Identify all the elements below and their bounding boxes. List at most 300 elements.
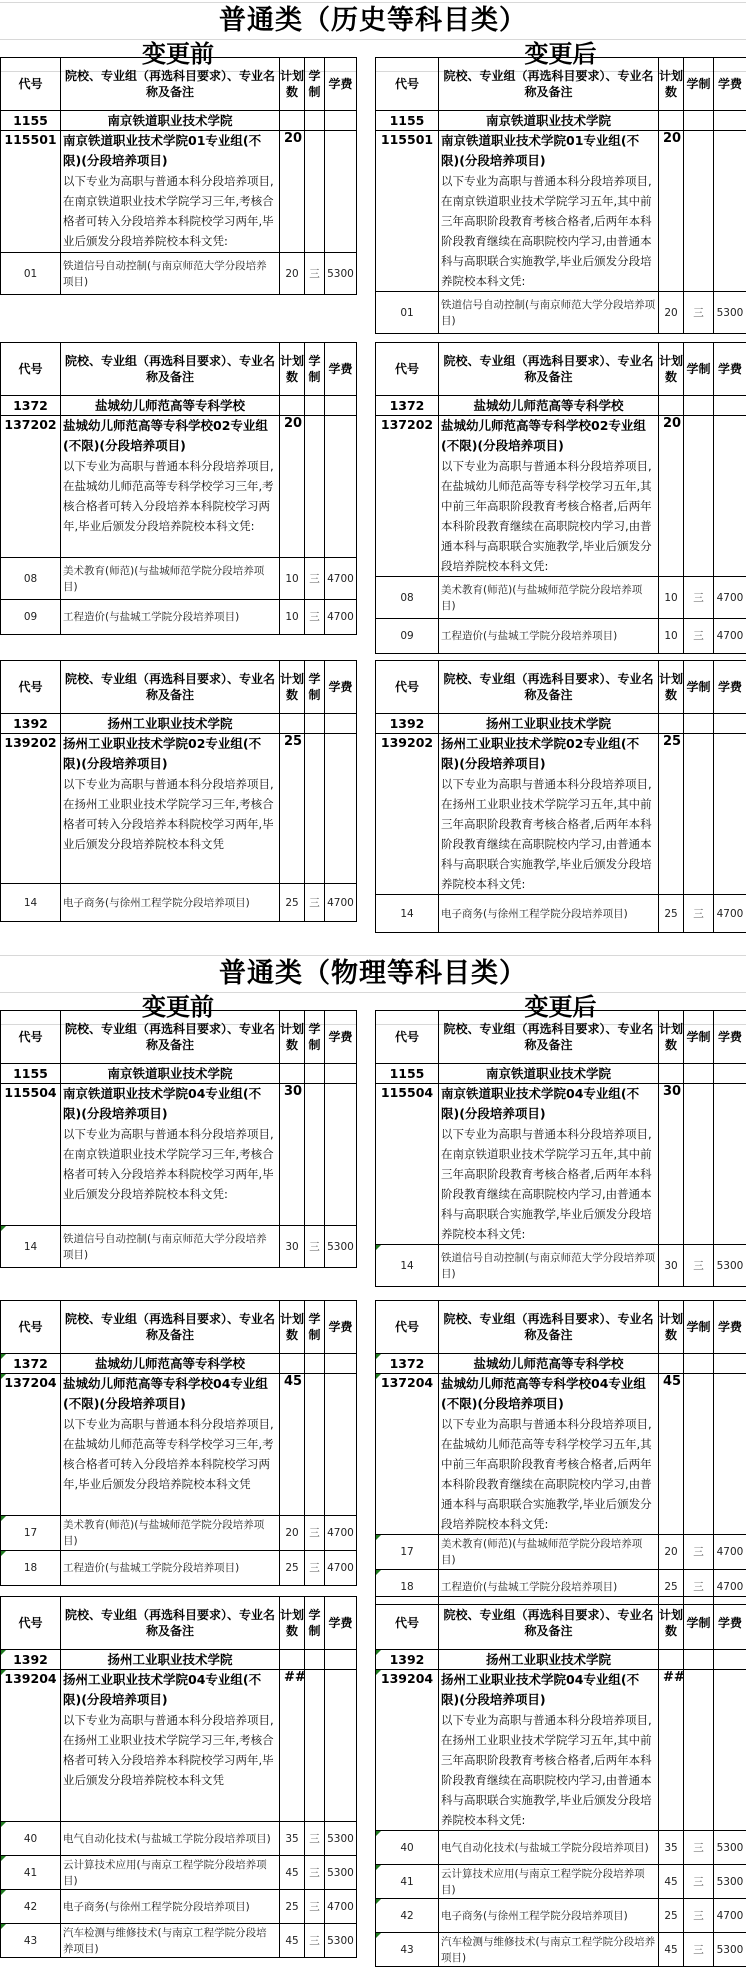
empty-cell [714, 1354, 746, 1374]
institution-name: 南京铁道职业技术学院 [61, 1064, 280, 1084]
major-row [1, 1822, 357, 1856]
group-description [61, 416, 280, 558]
group-plan: 20 [280, 131, 305, 253]
major-years: 三 [305, 558, 325, 600]
fee-header: 学费 [714, 661, 746, 714]
major-fee: 4700 [325, 1516, 357, 1551]
empty-cell [325, 714, 357, 734]
major-name: 电气自动化技术(与盐城工学院分段培养项目) [439, 1831, 659, 1865]
group-name: 扬州工业职业技术学院02专业组(不限)(分段培养项目) [441, 734, 656, 774]
major-name: 美术教育(师范)(与盐城师范学院分段培养项目) [439, 1535, 659, 1570]
group-row [1, 131, 357, 253]
empty-cell [305, 1064, 325, 1084]
plan-header: 计划数 [659, 661, 684, 714]
header-row [376, 58, 746, 111]
group-plan: ## [659, 1670, 684, 1831]
before-title: 变更前 [0, 991, 356, 1025]
empty-cell [305, 1670, 325, 1822]
major-plan: 25 [659, 1570, 684, 1605]
major-code: 40 [1, 1822, 61, 1856]
group-name: 盐城幼儿师范高等专科学校02专业组(不限)(分段培养项目) [441, 416, 656, 456]
group-code: 139204 [1, 1670, 61, 1822]
major-code: 08 [1, 558, 61, 600]
institution-name: 扬州工业职业技术学院 [61, 714, 280, 734]
years-header: 学制 [305, 58, 325, 111]
group-row [376, 1374, 746, 1535]
major-plan: 45 [280, 1924, 305, 1958]
group-description [61, 1670, 280, 1822]
institution-row [1, 1650, 357, 1670]
years-header: 学制 [305, 661, 325, 714]
empty-cell [684, 1670, 714, 1831]
group-plan: 30 [280, 1084, 305, 1226]
major-code: 08 [376, 577, 439, 619]
institution-code: 1155 [1, 1064, 61, 1084]
major-years: 三 [305, 1551, 325, 1586]
header-row [376, 1597, 746, 1650]
major-years: 三 [684, 895, 714, 933]
major-years: 三 [305, 1890, 325, 1924]
institution-code: 1372 [376, 1354, 439, 1374]
institution-code: 1372 [376, 396, 439, 416]
major-fee: 4700 [714, 895, 746, 933]
header-row [1, 343, 357, 396]
empty-cell [305, 1354, 325, 1374]
institution-row [376, 396, 746, 416]
institution-code: 1392 [1, 714, 61, 734]
plan-header: 计划数 [659, 58, 684, 111]
major-name: 云计算技术应用(与南京工程学院分段培养项目) [439, 1865, 659, 1899]
major-plan: 20 [280, 253, 305, 295]
institution-row [1, 1064, 357, 1084]
empty-cell [325, 131, 357, 253]
major-row [1, 558, 357, 600]
major-plan: 35 [280, 1822, 305, 1856]
major-name: 铁道信号自动控制(与南京师范大学分段培养项目) [61, 253, 280, 295]
major-code: 43 [376, 1933, 439, 1967]
institution-code: 1392 [376, 1650, 439, 1670]
group-note: 以下专业为高职与普通本科分段培养项目,在南京铁道职业技术学院学习五年,其中前三年高职阶段教育考核合格者,后两年本科阶段教育继续在高职院校内学习,由普通本科与高职联合实施教学,毕业后颁发分段培养院校本科文凭: [441, 171, 656, 291]
code-header: 代号 [376, 343, 439, 396]
group-row [1, 1670, 357, 1822]
major-fee: 5300 [714, 1865, 746, 1899]
major-years: 三 [684, 1899, 714, 1933]
institution-table [0, 1596, 356, 1958]
major-row [376, 1899, 746, 1933]
major-fee: 5300 [325, 1822, 357, 1856]
group-code: 115501 [376, 131, 439, 292]
group-description [439, 1374, 659, 1535]
empty-cell [325, 416, 357, 558]
name-header: 院校、专业组（再选科目要求）、专业名称及备注 [61, 1597, 280, 1650]
major-row [1, 600, 357, 635]
institution-code: 1155 [376, 1064, 439, 1084]
institution-table [0, 1300, 356, 1586]
major-years: 三 [684, 1570, 714, 1605]
empty-cell [305, 1374, 325, 1516]
major-fee: 5300 [325, 1226, 357, 1268]
major-years: 三 [305, 884, 325, 922]
group-plan: 25 [659, 734, 684, 895]
empty-cell [714, 416, 746, 577]
major-plan: 20 [280, 1516, 305, 1551]
major-row [376, 1865, 746, 1899]
empty-cell [305, 734, 325, 884]
major-name: 汽车检测与维修技术(与南京工程学院分段培养项目) [439, 1933, 659, 1967]
empty-cell [280, 111, 305, 131]
code-header: 代号 [1, 1301, 61, 1354]
major-fee: 4700 [325, 558, 357, 600]
major-name: 电子商务(与徐州工程学院分段培养项目) [61, 1890, 280, 1924]
group-code: 139204 [376, 1670, 439, 1831]
major-name: 工程造价(与盐城工学院分段培养项目) [61, 600, 280, 635]
major-years: 三 [305, 600, 325, 635]
fee-header: 学费 [325, 1597, 357, 1650]
group-plan: 25 [280, 734, 305, 884]
empty-cell [684, 131, 714, 292]
empty-cell [325, 1650, 357, 1670]
code-header: 代号 [376, 1011, 439, 1064]
group-row [376, 1084, 746, 1245]
empty-cell [325, 396, 357, 416]
section-title: 普通类（历史等科目类） [0, 2, 746, 40]
empty-cell [305, 416, 325, 558]
plan-header: 计划数 [659, 1301, 684, 1354]
fee-header: 学费 [714, 1011, 746, 1064]
major-plan: 10 [280, 558, 305, 600]
major-name: 电子商务(与徐州工程学院分段培养项目) [439, 895, 659, 933]
empty-cell [714, 1670, 746, 1831]
institution-code: 1392 [1, 1650, 61, 1670]
major-plan: 10 [659, 619, 684, 654]
fee-header: 学费 [325, 58, 357, 111]
header-row [1, 1597, 357, 1650]
before-title: 变更前 [0, 38, 356, 72]
empty-cell [714, 1064, 746, 1084]
institution-table [375, 342, 746, 654]
major-years: 三 [684, 1535, 714, 1570]
institution-table [0, 660, 356, 922]
major-row [1, 1856, 357, 1890]
group-name: 南京铁道职业技术学院01专业组(不限)(分段培养项目) [441, 131, 656, 171]
institution-name: 南京铁道职业技术学院 [439, 1064, 659, 1084]
major-fee: 4700 [714, 1535, 746, 1570]
empty-cell [305, 1650, 325, 1670]
major-name: 电气自动化技术(与盐城工学院分段培养项目) [61, 1822, 280, 1856]
years-header: 学制 [684, 1301, 714, 1354]
after-title: 变更后 [375, 991, 746, 1025]
group-note: 以下专业为高职与普通本科分段培养项目,在扬州工业职业技术学院学习三年,考核合格者可转入分段培养本科院校学习两年,毕业后颁发分段培养院校本科文凭 [63, 774, 277, 854]
major-plan: 25 [280, 884, 305, 922]
group-name: 扬州工业职业技术学院04专业组(不限)(分段培养项目) [441, 1670, 656, 1710]
major-row [376, 619, 746, 654]
empty-cell [684, 1374, 714, 1535]
group-description [61, 1374, 280, 1516]
after-title: 变更后 [375, 38, 746, 72]
empty-cell [305, 1084, 325, 1226]
major-fee: 4700 [325, 884, 357, 922]
major-row [1, 1890, 357, 1924]
empty-cell [325, 734, 357, 884]
major-code: 01 [1, 253, 61, 295]
major-name: 美术教育(师范)(与盐城师范学院分段培养项目) [61, 558, 280, 600]
major-code: 01 [376, 292, 439, 334]
code-header: 代号 [1, 661, 61, 714]
group-name: 南京铁道职业技术学院04专业组(不限)(分段培养项目) [441, 1084, 656, 1124]
fee-header: 学费 [714, 343, 746, 396]
major-code: 43 [1, 1924, 61, 1958]
major-name: 工程造价(与盐城工学院分段培养项目) [439, 619, 659, 654]
plan-header: 计划数 [280, 661, 305, 714]
empty-cell [325, 1354, 357, 1374]
empty-cell [280, 1354, 305, 1374]
plan-header: 计划数 [280, 1301, 305, 1354]
empty-cell [305, 111, 325, 131]
major-years: 三 [305, 253, 325, 295]
code-header: 代号 [376, 1301, 439, 1354]
institution-code: 1155 [376, 111, 439, 131]
group-note: 以下专业为高职与普通本科分段培养项目,在南京铁道职业技术学院学习五年,其中前三年高职阶段教育考核合格者,后两年本科阶段教育继续在高职院校内学习,由普通本科与高职联合实施教学,毕业后颁发分段培养院校本科文凭: [441, 1124, 656, 1244]
major-row [1, 1551, 357, 1586]
empty-cell [684, 1064, 714, 1084]
group-row [376, 416, 746, 577]
major-fee: 4700 [714, 1570, 746, 1605]
empty-cell [714, 111, 746, 131]
group-code: 139202 [1, 734, 61, 884]
group-note: 以下专业为高职与普通本科分段培养项目,在盐城幼儿师范高等专科学校学习三年,考核合格者可转入分段培养本科院校学习两年,毕业后颁发分段培养院校本科文凭 [63, 1414, 277, 1494]
major-name: 铁道信号自动控制(与南京师范大学分段培养项目) [439, 292, 659, 334]
major-fee: 5300 [325, 1856, 357, 1890]
empty-cell [684, 1650, 714, 1670]
code-header: 代号 [376, 1597, 439, 1650]
group-name: 南京铁道职业技术学院04专业组(不限)(分段培养项目) [63, 1084, 277, 1124]
major-plan: 45 [659, 1933, 684, 1967]
institution-row [376, 714, 746, 734]
header-row [1, 1301, 357, 1354]
institution-name: 扬州工业职业技术学院 [439, 714, 659, 734]
group-note: 以下专业为高职与普通本科分段培养项目,在盐城幼儿师范高等专科学校学习五年,其中前三年高职阶段教育考核合格者,后两年本科阶段教育继续在高职院校内学习,由普通本科与高职联合实施教学,毕业后颁发分段培养院校本科文凭: [441, 1414, 656, 1534]
major-plan: 10 [280, 600, 305, 635]
name-header: 院校、专业组（再选科目要求）、专业名称及备注 [61, 1011, 280, 1064]
empty-cell [684, 1354, 714, 1374]
code-header: 代号 [376, 58, 439, 111]
major-fee: 4700 [325, 1551, 357, 1586]
empty-cell [684, 1084, 714, 1245]
major-fee: 5300 [714, 1245, 746, 1287]
empty-cell [714, 1374, 746, 1535]
major-years: 三 [684, 1245, 714, 1287]
group-row [376, 1670, 746, 1831]
major-code: 41 [1, 1856, 61, 1890]
code-header: 代号 [1, 1597, 61, 1650]
empty-cell [714, 1084, 746, 1245]
major-name: 美术教育(师范)(与盐城师范学院分段培养项目) [439, 577, 659, 619]
empty-cell [684, 714, 714, 734]
major-row [376, 1245, 746, 1287]
major-plan: 10 [659, 577, 684, 619]
group-note: 以下专业为高职与普通本科分段培养项目,在盐城幼儿师范高等专科学校学习三年,考核合格者可转入分段培养本科院校学习两年,毕业后颁发分段培养院校本科文凭: [63, 456, 277, 536]
institution-name: 南京铁道职业技术学院 [439, 111, 659, 131]
institution-code: 1372 [1, 1354, 61, 1374]
group-row [376, 131, 746, 292]
major-plan: 25 [280, 1551, 305, 1586]
institution-code: 1155 [1, 111, 61, 131]
major-fee: 4700 [325, 1890, 357, 1924]
major-row [376, 1535, 746, 1570]
major-row [376, 292, 746, 334]
institution-row [376, 1064, 746, 1084]
major-fee: 4700 [714, 1899, 746, 1933]
group-description [439, 734, 659, 895]
major-fee: 4700 [714, 619, 746, 654]
major-code: 18 [376, 1570, 439, 1605]
institution-name: 南京铁道职业技术学院 [61, 111, 280, 131]
group-note: 以下专业为高职与普通本科分段培养项目,在南京铁道职业技术学院学习三年,考核合格者可转入分段培养本科院校学习两年,毕业后颁发分段培养院校本科文凭: [63, 171, 277, 251]
major-code: 09 [1, 600, 61, 635]
group-row [1, 1084, 357, 1226]
empty-cell [659, 1650, 684, 1670]
major-fee: 4700 [325, 600, 357, 635]
group-note: 以下专业为高职与普通本科分段培养项目,在盐城幼儿师范高等专科学校学习五年,其中前三年高职阶段教育考核合格者,后两年本科阶段教育继续在高职院校内学习,由普通本科与高职联合实施教学,毕业后颁发分段培养院校本科文凭: [441, 456, 656, 576]
empty-cell [659, 1064, 684, 1084]
institution-row [1, 396, 357, 416]
empty-cell [280, 396, 305, 416]
major-years: 三 [305, 1924, 325, 1958]
group-note: 以下专业为高职与普通本科分段培养项目,在扬州工业职业技术学院学习五年,其中前三年高职阶段教育考核合格者,后两年本科阶段教育继续在高职院校内学习,由普通本科与高职联合实施教学,毕业后颁发分段培养院校本科文凭: [441, 1710, 656, 1830]
name-header: 院校、专业组（再选科目要求）、专业名称及备注 [61, 343, 280, 396]
code-header: 代号 [1, 58, 61, 111]
empty-cell [684, 416, 714, 577]
major-years: 三 [684, 577, 714, 619]
fee-header: 学费 [714, 1301, 746, 1354]
name-header: 院校、专业组（再选科目要求）、专业名称及备注 [61, 661, 280, 714]
group-description [61, 734, 280, 884]
major-row [376, 577, 746, 619]
institution-table [0, 1010, 356, 1268]
header-row [1, 661, 357, 714]
institution-name: 盐城幼儿师范高等专科学校 [439, 396, 659, 416]
group-name: 盐城幼儿师范高等专科学校04专业组(不限)(分段培养项目) [63, 1374, 277, 1414]
header-row [1, 58, 357, 111]
group-note: 以下专业为高职与普通本科分段培养项目,在扬州工业职业技术学院学习五年,其中前三年高职阶段教育考核合格者,后两年本科阶段教育继续在高职院校内学习,由普通本科与高职联合实施教学,毕业后颁发分段培养院校本科文凭: [441, 774, 656, 894]
fee-header: 学费 [714, 58, 746, 111]
major-plan: 35 [659, 1831, 684, 1865]
header-row [376, 1011, 746, 1064]
major-name: 电子商务(与徐州工程学院分段培养项目) [439, 1899, 659, 1933]
institution-name: 扬州工业职业技术学院 [439, 1650, 659, 1670]
major-row [1, 1226, 357, 1268]
major-fee: 5300 [714, 1831, 746, 1865]
major-fee: 5300 [714, 292, 746, 334]
major-years: 三 [305, 1226, 325, 1268]
empty-cell [659, 396, 684, 416]
major-name: 铁道信号自动控制(与南京师范大学分段培养项目) [439, 1245, 659, 1287]
major-code: 17 [1, 1516, 61, 1551]
group-code: 139202 [376, 734, 439, 895]
fee-header: 学费 [325, 1011, 357, 1064]
major-years: 三 [305, 1856, 325, 1890]
header-row [376, 661, 746, 714]
empty-cell [305, 714, 325, 734]
major-row [1, 884, 357, 922]
group-name: 南京铁道职业技术学院01专业组(不限)(分段培养项目) [63, 131, 277, 171]
institution-table [375, 57, 746, 334]
empty-cell [659, 111, 684, 131]
years-header: 学制 [684, 661, 714, 714]
plan-header: 计划数 [280, 1597, 305, 1650]
institution-table [0, 342, 356, 635]
major-code: 14 [1, 884, 61, 922]
empty-cell [305, 131, 325, 253]
group-code: 115504 [376, 1084, 439, 1245]
institution-code: 1392 [376, 714, 439, 734]
name-header: 院校、专业组（再选科目要求）、专业名称及备注 [439, 661, 659, 714]
years-header: 学制 [684, 343, 714, 396]
major-plan: 25 [280, 1890, 305, 1924]
major-code: 14 [376, 1245, 439, 1287]
major-code: 14 [1, 1226, 61, 1268]
group-name: 盐城幼儿师范高等专科学校02专业组(不限)(分段培养项目) [63, 416, 277, 456]
institution-table [375, 1596, 746, 1967]
major-code: 18 [1, 1551, 61, 1586]
plan-header: 计划数 [659, 1597, 684, 1650]
code-header: 代号 [1, 343, 61, 396]
empty-cell [684, 111, 714, 131]
group-row [1, 734, 357, 884]
major-plan: 25 [659, 895, 684, 933]
years-header: 学制 [684, 1011, 714, 1064]
major-row [1, 1924, 357, 1958]
plan-header: 计划数 [659, 1011, 684, 1064]
major-code: 41 [376, 1865, 439, 1899]
years-header: 学制 [684, 58, 714, 111]
empty-cell [714, 1650, 746, 1670]
institution-name: 盐城幼儿师范高等专科学校 [61, 1354, 280, 1374]
group-plan: 20 [659, 131, 684, 292]
major-plan: 30 [659, 1245, 684, 1287]
institution-table [375, 1300, 746, 1605]
code-header: 代号 [376, 661, 439, 714]
name-header: 院校、专业组（再选科目要求）、专业名称及备注 [439, 343, 659, 396]
institution-row [376, 1650, 746, 1670]
plan-header: 计划数 [280, 343, 305, 396]
major-plan: 25 [659, 1899, 684, 1933]
years-header: 学制 [305, 1597, 325, 1650]
group-code: 137202 [376, 416, 439, 577]
code-header: 代号 [1, 1011, 61, 1064]
group-code: 137204 [1, 1374, 61, 1516]
empty-cell [325, 1374, 357, 1516]
years-header: 学制 [684, 1597, 714, 1650]
institution-row [376, 111, 746, 131]
institution-table [0, 57, 356, 295]
major-row [1, 1516, 357, 1551]
section-title: 普通类（物理等科目类） [0, 955, 746, 993]
header-row [376, 343, 746, 396]
major-name: 美术教育(师范)(与盐城师范学院分段培养项目) [61, 1516, 280, 1551]
empty-cell [325, 1084, 357, 1226]
group-description [439, 416, 659, 577]
group-description [61, 1084, 280, 1226]
fee-header: 学费 [325, 661, 357, 714]
major-fee: 5300 [325, 1924, 357, 1958]
years-header: 学制 [305, 1301, 325, 1354]
major-fee: 5300 [714, 1933, 746, 1967]
major-fee: 4700 [714, 577, 746, 619]
fee-header: 学费 [714, 1597, 746, 1650]
institution-table [375, 1010, 746, 1287]
fee-header: 学费 [325, 343, 357, 396]
